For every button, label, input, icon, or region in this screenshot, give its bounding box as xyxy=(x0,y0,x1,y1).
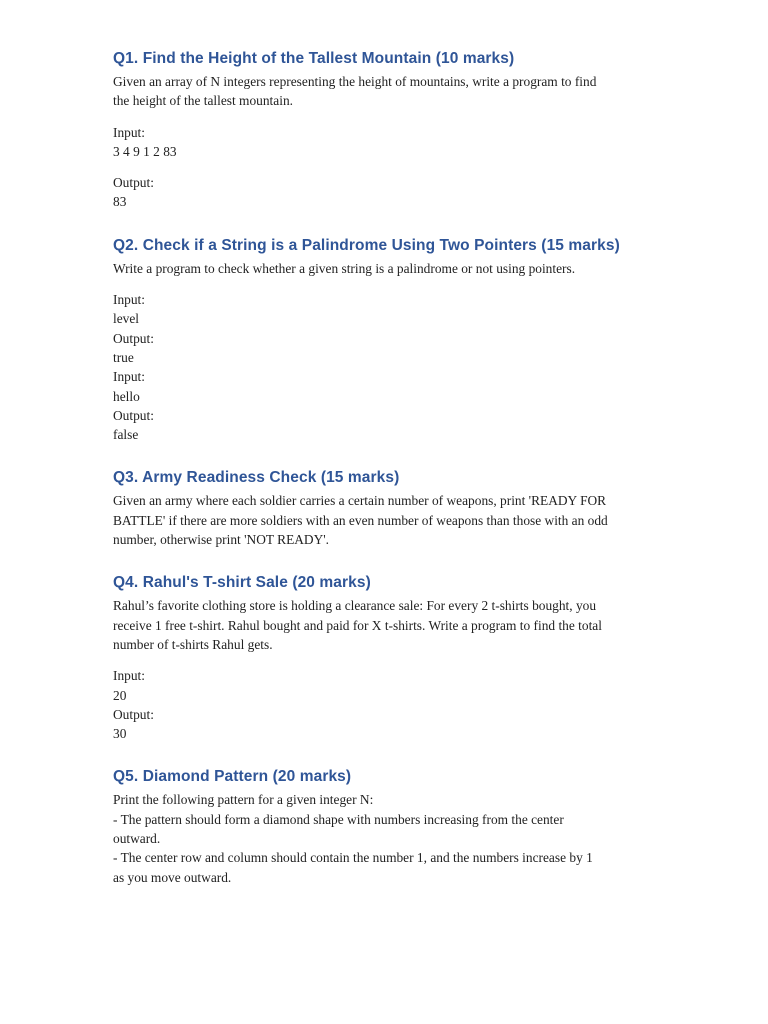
output-value: 30 xyxy=(113,726,127,742)
output-label: Output: xyxy=(113,706,154,722)
question-heading: Q5. Diamond Pattern (20 marks) xyxy=(113,768,352,786)
output-label: Output: xyxy=(113,330,154,346)
question-heading: Q1. Find the Height of the Tallest Mountain (10 marks) xyxy=(113,50,515,67)
input-value: 3 4 9 1 2 83 xyxy=(113,143,177,159)
question-text: number of t-shirts Rahul gets. xyxy=(113,636,273,652)
output-label: Output: xyxy=(113,175,154,191)
question-text: outward. xyxy=(113,831,161,847)
output-value: false xyxy=(113,427,139,443)
question-heading: Q3. Army Readiness Check (15 marks) xyxy=(113,469,400,487)
input-label: Input: xyxy=(113,668,145,684)
input-value: hello xyxy=(113,388,140,404)
question-text: Write a program to check whether a given string is a palindrome or not using pointers. xyxy=(113,260,576,276)
question-heading: Q2. Check if a String is a Palindrome Using Two Pointers (15 marks) xyxy=(113,236,620,254)
question-text: - The pattern should form a diamond shape with numbers increasing from the center xyxy=(113,811,564,827)
question-2 xyxy=(113,233,673,445)
input-label: Input: xyxy=(113,369,145,385)
output-label: Output: xyxy=(113,407,154,423)
question-text: - The center row and column should contain the number 1, and the numbers increase by 1 xyxy=(113,850,593,866)
question-text: number, otherwise print 'NOT READY'. xyxy=(113,532,330,548)
input-value: 20 xyxy=(113,687,127,703)
question-heading: Q4. Rahul's T-shirt Sale (20 marks) xyxy=(113,574,371,592)
question-1 xyxy=(113,46,673,212)
input-value: level xyxy=(113,311,140,327)
output-value: true xyxy=(113,349,134,365)
question-text: receive 1 free t-shirt. Rahul bought and paid for X t-shirts. Write a program to find the total xyxy=(113,617,602,633)
question-text: BATTLE' if there are more soldiers with an even number of weapons than those with an odd xyxy=(113,512,608,528)
question-3 xyxy=(113,465,673,549)
question-text: Rahul’s favorite clothing store is holding a clearance sale: For every 2 t-shirts bought, you xyxy=(113,598,597,614)
question-text: as you move outward. xyxy=(113,869,232,885)
output-value: 83 xyxy=(113,194,127,210)
question-text: the height of the tallest mountain. xyxy=(113,93,293,109)
question-text: Given an array of N integers representing the height of mountains, write a program to find xyxy=(113,74,597,89)
document-page xyxy=(113,46,673,887)
question-text: Print the following pattern for a given integer N: xyxy=(113,792,374,808)
question-4 xyxy=(113,570,673,743)
input-label: Input: xyxy=(113,292,145,308)
question-5 xyxy=(113,764,673,886)
question-text: Given an army where each soldier carries a certain number of weapons, print 'READY FOR xyxy=(113,493,607,509)
input-label: Input: xyxy=(113,124,145,140)
